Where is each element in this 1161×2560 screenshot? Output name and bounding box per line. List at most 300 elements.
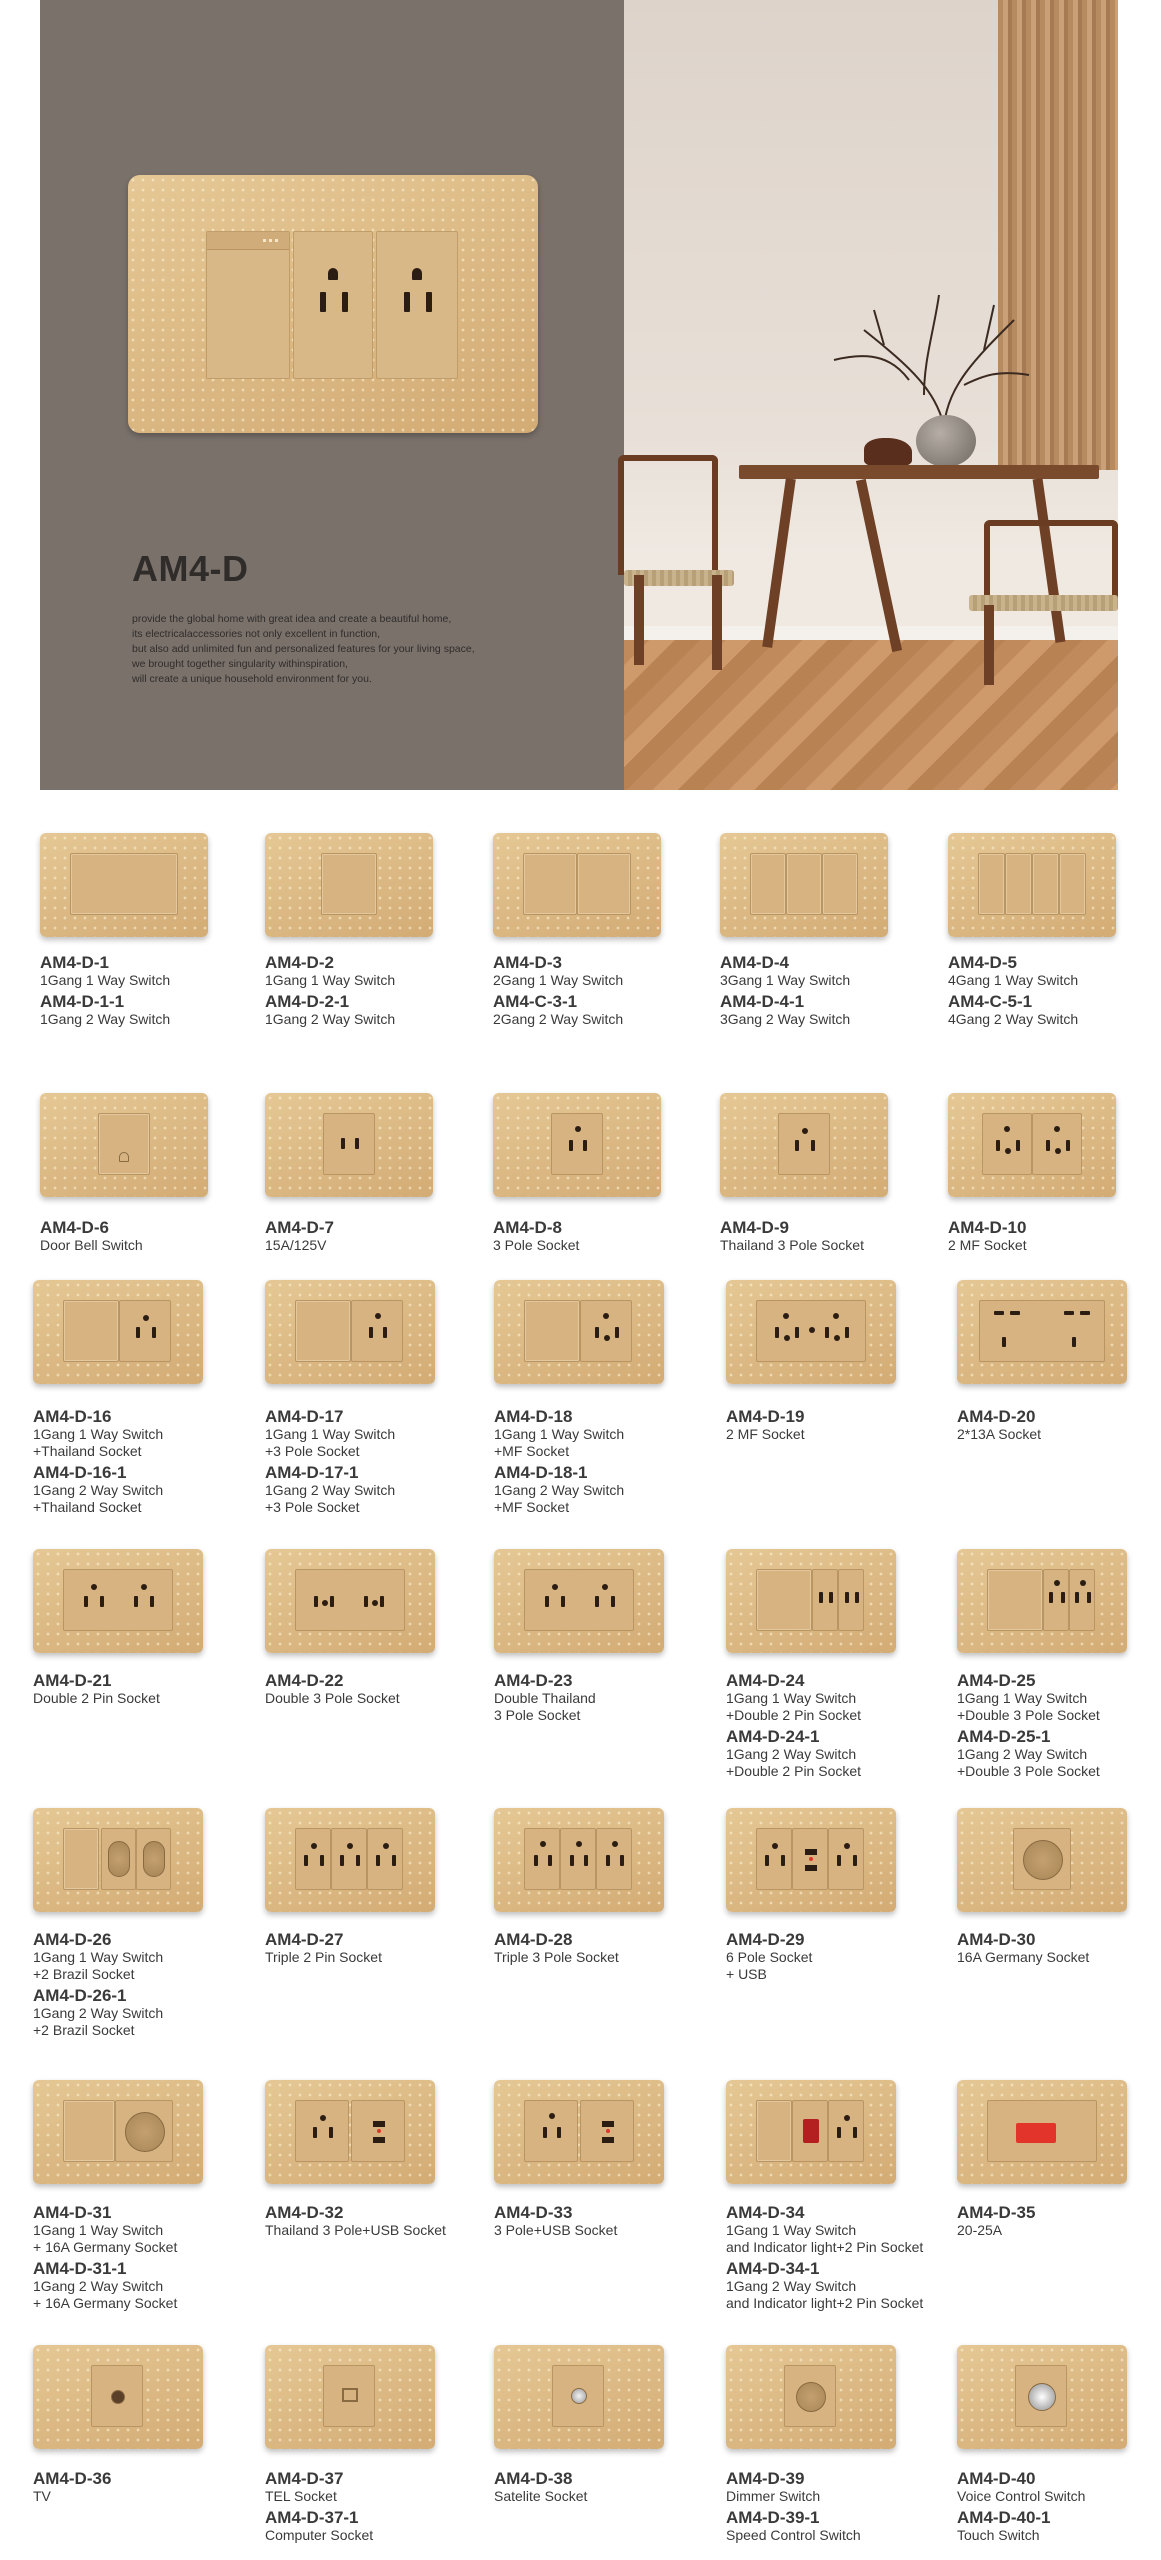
product-code-variant: AM4-C-5-1 [948,992,1033,1011]
product-desc: 1Gang 1 Way Switch [33,1426,164,1442]
switch-key [1032,853,1059,915]
socket-module [828,1828,864,1890]
socket-pin [825,1327,829,1338]
product-info [265,954,495,1028]
socket-pin [330,1596,334,1607]
product-desc: 16A Germany Socket [957,1949,1090,1965]
ground-hole [783,1313,789,1319]
switch-plate-image [494,1280,664,1384]
product-code: AM4-D-19 [726,1407,805,1426]
switch-plate-image [265,1808,435,1912]
product-code: AM4-D-7 [265,1218,334,1237]
germany-socket [115,2100,173,2162]
switch-plate-image [265,1549,435,1653]
product-code: AM4-D-34 [726,2203,805,2222]
socket-module [1069,1569,1095,1631]
tv-socket [91,2365,143,2427]
product-desc: and Indicator light+2 Pin Socket [726,2239,924,2255]
socket-pin [620,1855,624,1866]
socket-module [323,1113,375,1175]
ground-hole [143,1315,149,1321]
product-code-variant: AM4-D-17-1 [265,1463,359,1482]
product-desc-variant: Speed Control Switch [726,2527,861,2543]
socket-pin [320,1855,324,1866]
product-info [726,1931,956,1983]
socket-pin [1066,1140,1070,1151]
product-info [33,2470,263,2505]
switch-plate-image [726,2080,896,2184]
switch-plate-image [33,1280,203,1384]
switch-plate-image [265,833,433,937]
product-desc-variant: +3 Pole Socket [265,1499,360,1515]
socket-module [119,1300,171,1362]
socket-pin [853,2127,857,2138]
switch-plate-image [726,1549,896,1653]
f-connector [571,2388,587,2404]
product-info [948,1219,1161,1254]
socket-pin [996,1140,1000,1151]
product-code-variant: AM4-C-3-1 [493,992,578,1011]
switch-key [63,1300,119,1362]
product-info [493,1219,723,1254]
product-card [948,1093,1161,1197]
ground-hole [372,1600,378,1606]
product-desc: Triple 3 Pole Socket [494,1949,619,1965]
ground-hole [844,2115,850,2121]
ground-hole [540,1841,546,1847]
product-desc-variant: +Double 2 Pin Socket [726,1763,862,1779]
socket-pin [1049,1592,1053,1603]
product-card [265,2345,495,2449]
switch-key [63,1828,99,1890]
product-code-variant: AM4-D-26-1 [33,1986,127,2005]
ground-hole [604,1335,610,1341]
product-code: AM4-D-4 [720,953,789,972]
socket-module [828,2100,864,2162]
product-info [33,1408,263,1516]
socket-pin [837,2127,841,2138]
socket-module [580,1300,632,1362]
tel-socket [323,2365,375,2427]
product-desc: 3 Pole Socket [493,1237,580,1253]
socket-pin [313,2127,317,2138]
product-desc-variant: +Thailand Socket [33,1499,142,1515]
product-card [33,1549,263,1653]
product-desc-variant: 1Gang 2 Way Switch [726,1746,857,1762]
socket-module [551,1113,603,1175]
socket-pin [329,2127,333,2138]
socket-pin [304,1855,308,1866]
voice-sensor [1028,2383,1056,2411]
switch-plate-image [40,833,208,937]
voice-module [1015,2365,1067,2427]
socket-pin [615,1327,619,1338]
product-desc: 1Gang 1 Way Switch [726,1690,857,1706]
ground-hole [1080,1580,1086,1586]
socket-pin [1061,1592,1065,1603]
dining-table [739,465,1099,479]
product-card [726,1808,956,1912]
product-desc: Double 2 Pin Socket [33,1690,160,1706]
socket-pin [1016,1140,1020,1151]
switch-key [523,853,577,915]
product-desc: 1Gang 1 Way Switch [726,2222,857,2238]
brazil-socket [101,1828,136,1890]
chair-left [618,455,718,575]
socket-pin [383,1327,387,1338]
product-desc: +2 Brazil Socket [33,1966,135,1982]
germany-outlet [1023,1840,1063,1880]
socket-pin [855,1592,859,1603]
product-card [33,2080,263,2184]
switch-plate-image [726,2345,896,2449]
product-card [265,2080,495,2184]
socket-pin [392,1855,396,1866]
switch-key [1005,853,1032,915]
product-code: AM4-D-28 [494,1930,573,1949]
uk-pin [1010,1311,1020,1315]
product-code: AM4-D-3 [493,953,562,972]
socket-pin [150,1596,154,1607]
product-info [265,2204,495,2239]
product-desc-variant: 1Gang 2 Way Switch [957,1746,1088,1762]
socket-pin [340,1855,344,1866]
product-code: AM4-D-36 [33,2469,112,2488]
product-info [494,2204,724,2239]
socket-pin [100,1596,104,1607]
product-info [33,1931,263,2039]
product-code-variant: AM4-D-1-1 [40,992,125,1011]
hero-switch-plate [128,175,538,433]
product-info [726,1672,956,1780]
socket-pin [1087,1592,1091,1603]
socket-module [979,1300,1105,1362]
product-desc: TEL Socket [265,2488,337,2504]
product-desc: 15A/125V [265,1237,327,1253]
usb-port [805,1849,817,1855]
product-desc-variant: and Indicator light+2 Pin Socket [726,2295,924,2311]
product-desc: + USB [726,1966,767,1982]
ground-hole [802,1128,808,1134]
product-desc: Voice Control Switch [957,2488,1086,2504]
ground-hole [383,1843,389,1849]
product-card [33,1808,263,1912]
product-desc: 3Gang 1 Way Switch [720,972,851,988]
socket-module [560,1828,596,1890]
usb-port [602,2121,614,2127]
product-desc: Dimmer Switch [726,2488,821,2504]
socket-pin [341,1138,345,1149]
product-desc: Thailand 3 Pole+USB Socket [265,2222,446,2238]
product-code: AM4-D-23 [494,1671,573,1690]
product-info [726,1408,956,1443]
ground-hole [612,1841,618,1847]
product-desc-variant: 3Gang 2 Way Switch [720,1011,851,1027]
socket-pin [765,1855,769,1866]
ground-hole [320,2115,326,2121]
product-desc: 3 Pole Socket [494,1707,581,1723]
product-info [726,2204,956,2312]
dimmer-knob [796,2382,826,2412]
socket-pin [134,1596,138,1607]
ground-hole [809,1327,815,1333]
socket-module [1043,1569,1069,1631]
switch-key [206,231,290,379]
product-desc: 4Gang 1 Way Switch [948,972,1079,988]
usb-port [373,2121,385,2127]
product-code-variant: AM4-D-39-1 [726,2508,820,2527]
product-desc: 2*13A Socket [957,1426,1042,1442]
product-code-variant: AM4-D-40-1 [957,2508,1051,2527]
switch-plate-image [957,2080,1127,2184]
product-card [494,2345,724,2449]
product-desc-variant: 1Gang 2 Way Switch [494,1482,625,1498]
chair-right [984,520,1118,600]
socket-pin [356,1855,360,1866]
indicator-module [792,2100,828,2162]
switch-plate-image [265,2345,435,2449]
product-card [957,1549,1161,1653]
product-code: AM4-D-26 [33,1930,112,1949]
ground-hole [1005,1148,1011,1154]
ground-hole [833,1313,839,1319]
socket-module [295,1828,331,1890]
product-card [726,2345,956,2449]
product-desc: 1Gang 1 Way Switch [957,1690,1088,1706]
socket-pin [152,1327,156,1338]
uk-pin [1072,1337,1076,1347]
product-code: AM4-D-18 [494,1407,573,1426]
herringbone-floor [624,640,1118,790]
uk-pin [1064,1311,1074,1315]
socket-module [982,1113,1032,1175]
socket-module [524,2100,578,2162]
switch-plate-image [957,1549,1127,1653]
product-card [493,1093,723,1197]
product-code: AM4-D-39 [726,2469,805,2488]
product-card [720,833,950,937]
product-code-variant: AM4-D-31-1 [33,2259,127,2278]
socket-pin [569,1140,573,1151]
ground-hole [784,1335,790,1341]
switch-plate-image [33,2080,203,2184]
socket-module [63,1569,173,1631]
switch-plate-image [494,2080,664,2184]
socket-pin [606,1855,610,1866]
germany-outlet [125,2112,165,2152]
product-info [720,954,950,1028]
product-desc: +Thailand Socket [33,1443,142,1459]
product-desc: + 16A Germany Socket [33,2239,178,2255]
product-code-variant: AM4-D-37-1 [265,2508,359,2527]
product-card [726,1280,956,1384]
switch-plate-image [493,1093,661,1197]
switch-key [524,1300,580,1362]
product-card [726,2080,956,2184]
product-desc: TV [33,2488,51,2504]
socket-pin [795,1140,799,1151]
intro-text: provide the global home with great idea and create a beautiful home, its electricalaccessories not only excellent in function, but also add unlimited fun and personalized features for your living space, we brought together singularity withinspiration, will create a unique household environment for you. [132,613,475,685]
socket-module [367,1828,403,1890]
socket-pin [584,1855,588,1866]
product-desc: +Double 2 Pin Socket [726,1707,862,1723]
socket-module [1032,1113,1082,1175]
product-desc-variant: +2 Brazil Socket [33,2022,135,2038]
product-desc: Triple 2 Pin Socket [265,1949,382,1965]
switch-plate-image [948,833,1116,937]
dimmer-module [784,2365,836,2427]
socket-pin [364,1596,368,1607]
hero-room-photo [624,0,1118,790]
socket-pin [595,1327,599,1338]
product-code: AM4-D-1 [40,953,109,972]
product-code: AM4-D-8 [493,1218,562,1237]
ground-hole [311,1843,317,1849]
product-code: AM4-D-22 [265,1671,344,1690]
product-card [957,2080,1161,2184]
product-desc: Door Bell Switch [40,1237,143,1253]
switch-plate-image [726,1808,896,1912]
socket-pin [369,1327,373,1338]
product-card [494,1280,724,1384]
product-card [726,1549,956,1653]
ground-hole [844,1843,850,1849]
ground-hole [1004,1126,1010,1132]
product-info [493,954,723,1028]
socket-pin [795,1327,799,1338]
indicator-dot [606,2129,610,2133]
switch-key [786,853,822,915]
product-desc-variant: 1Gang 2 Way Switch [265,1011,396,1027]
indicator-dot [809,1857,813,1861]
switch-plate-image [33,2345,203,2449]
product-code: AM4-D-24 [726,1671,805,1690]
socket-module [351,2100,405,2162]
product-code: AM4-D-38 [494,2469,573,2488]
switch-plate-image [33,1549,203,1653]
product-card [265,1549,495,1653]
product-code-variant: AM4-D-34-1 [726,2259,820,2278]
socket-module [351,1300,403,1362]
socket-module [331,1828,367,1890]
bell-icon [119,1152,129,1162]
product-code: AM4-D-17 [265,1407,344,1426]
switch-plate-image [493,833,661,937]
product-card [957,1808,1161,1912]
socket-pin [811,1140,815,1151]
socket-pin [583,1140,587,1151]
product-code-variant: AM4-D-4-1 [720,992,805,1011]
germany-socket [1013,1828,1071,1890]
product-code: AM4-D-40 [957,2469,1036,2488]
ground-hole [322,1600,328,1606]
socket-pin [781,1855,785,1866]
bell-button [98,1113,150,1175]
product-code: AM4-D-32 [265,2203,344,2222]
socket-pin [595,1596,599,1607]
socket-pin [1046,1140,1050,1151]
coax-port [111,2390,125,2404]
ground-hole [1055,1148,1061,1154]
socket-pin [845,1327,849,1338]
product-code: AM4-D-33 [494,2203,573,2222]
product-info [957,2470,1161,2544]
switch-key [822,853,858,915]
switch-key [756,1569,812,1631]
socket-pin [775,1327,779,1338]
socket-module [838,1569,864,1631]
product-card [265,1280,495,1384]
uk-pin [994,1311,1004,1315]
product-desc: 1Gang 1 Way Switch [33,1949,164,1965]
usb-port [373,2137,385,2143]
socket-left [293,231,373,379]
product-code: AM4-D-21 [33,1671,112,1690]
socket-pin [853,1855,857,1866]
switch-plate-image [494,1808,664,1912]
product-code: AM4-D-2 [265,953,334,972]
ground-hole [576,1841,582,1847]
product-desc-variant: +Double 3 Pole Socket [957,1763,1100,1779]
switch-key [978,853,1005,915]
page-title: AM4-D [132,548,249,589]
product-code: AM4-D-5 [948,953,1017,972]
product-card [265,1808,495,1912]
product-code: AM4-D-10 [948,1218,1027,1237]
switch-plate-image [33,1808,203,1912]
socket-module [756,1828,792,1890]
ground-hole [602,1584,608,1590]
product-card [40,1093,270,1197]
ground-hole [91,1584,97,1590]
socket-pin [545,1596,549,1607]
ground-hole [549,2113,555,2119]
product-desc: Thailand 3 Pole Socket [720,1237,864,1253]
product-card [33,1280,263,1384]
switch-plate-image [40,1093,208,1197]
product-info [40,954,270,1028]
vase [916,415,976,467]
product-desc: 20-25A [957,2222,1003,2238]
product-code-variant: AM4-D-2-1 [265,992,350,1011]
product-card [265,1093,495,1197]
socket-module [295,2100,349,2162]
socket-module [580,2100,634,2162]
switch-plate-image [957,2345,1127,2449]
product-card [265,833,495,937]
product-desc: 3 Pole+USB Socket [494,2222,618,2238]
product-info [494,1931,724,1966]
socket-pin [376,1855,380,1866]
product-desc-variant: 2Gang 2 Way Switch [493,1011,624,1027]
socket-pin [380,1596,384,1607]
switch-key [1059,853,1086,915]
socket-pin [84,1596,88,1607]
product-code: AM4-D-29 [726,1930,805,1949]
product-desc: 1Gang 1 Way Switch [33,2222,164,2238]
product-desc-variant: + 16A Germany Socket [33,2295,178,2311]
product-code: AM4-D-9 [720,1218,789,1237]
product-info [957,1408,1161,1443]
socket-pin [829,1592,833,1603]
product-info [33,1672,263,1707]
socket-module [756,1300,866,1362]
socket-pin [355,1138,359,1149]
product-code: AM4-D-20 [957,1407,1036,1426]
product-desc: 6 Pole Socket [726,1949,813,1965]
switch-key [987,1569,1043,1631]
brazil-socket [136,1828,171,1890]
